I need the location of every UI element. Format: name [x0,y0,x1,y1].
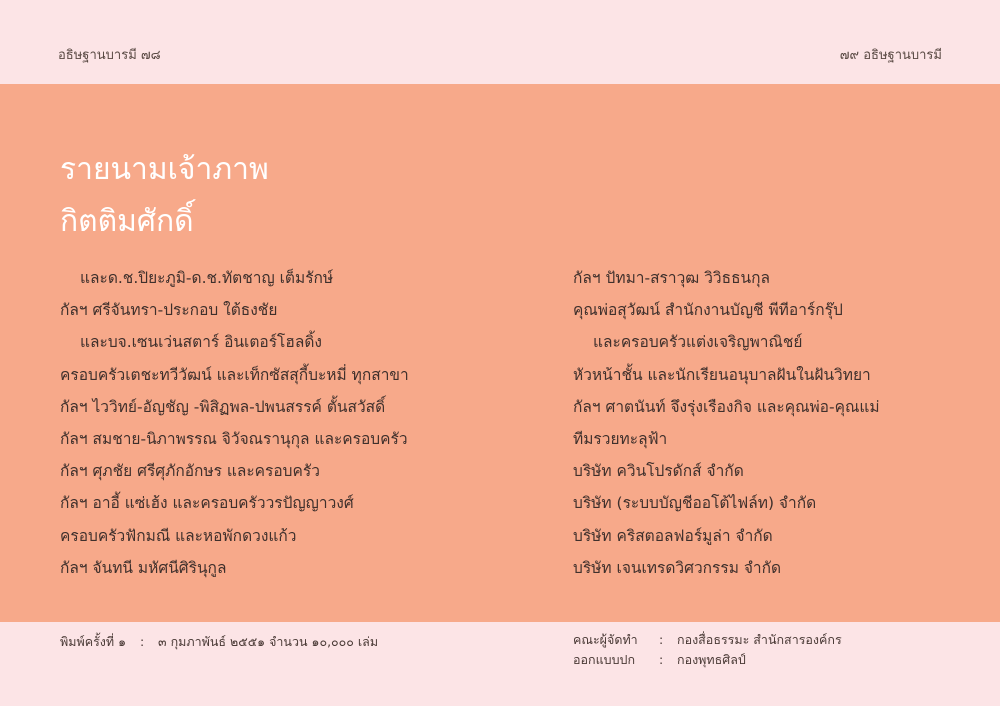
list-item: บริษัท คริสตอลฟอร์มูล่า จำกัด [573,526,773,545]
header-left: อธิษฐานบารมี ๗๘ [58,48,161,63]
list-item: และด.ช.ปิยะภูมิ-ด.ช.ทัตชาญ เต็มรักษ์ [80,269,334,287]
list-item: กัลฯ ศุภชัย ศรีศุภักอักษร และครอบครัว [60,462,320,481]
credits [573,630,842,670]
header-right: ๗๙ อธิษฐานบารมี [839,48,942,63]
list-item: ครอบครัวฟักมณี และหอพักดวงแก้ว [60,526,297,545]
sponsor-list-left [60,262,500,584]
credit-value: กองสื่อธรรมะ สำนักสารองค์กร [677,632,842,647]
list-item: กัลฯ ปัทมา-สราวุฒ วิวิธธนกุล [573,269,771,287]
credit-label: คณะผู้จัดทำ [573,632,638,647]
list-item: บริษัท (ระบบบัญชีออโต้ไฟล์ท) จำกัด [573,494,817,513]
print-separator: : [139,634,145,649]
credit-value: กองพุทธศิลป์ [677,652,746,667]
list-item: กัลฯ ศรีจันทรา-ประกอบ ใต้ธงชัย [60,301,278,320]
sponsor-list-right [573,262,973,584]
credit-label: ออกแบบปก [573,652,636,667]
top-bar [0,0,1000,84]
list-item: คุณพ่อสุวัฒน์ สำนักงานบัญชี พีทีอาร์กรุ๊ป [573,301,843,320]
list-item: บริษัท ควินโปรดักส์ จำกัด [573,462,744,481]
page-title: รายนามเจ้าภาพ [60,152,269,187]
print-label: พิมพ์ครั้งที่ ๑ [60,634,127,649]
list-item: กัลฯ อาอี้ แซ่เฮ้ง และครอบครัววรปัญญาวงศ์ [60,494,354,513]
list-item: หัวหน้าชั้น และนักเรียนอนุบาลฝันในฝันวิทยา [573,365,871,384]
page-subtitle: กิตติมศักดิ์ [60,204,194,239]
list-item: ทีมรวยทะลุฟ้า [573,429,668,448]
list-item: กัลฯ ศาตนันท์ จึงรุ่งเรืองกิจ และคุณพ่อ-คุณแม่ [573,397,880,416]
list-item: และบจ.เซนเว่นสตาร์ อินเตอร์โฮลดิ้ง [80,333,322,352]
list-item: กัลฯ จันทนี มหัศนีศิรินุกูล [60,558,227,577]
credit-row [573,650,842,670]
list-item: บริษัท เจนเทรดวิศวกรรม จำกัด [573,558,782,577]
list-item: กัลฯ สมชาย-นิภาพรรณ จิวัจณรานุกุล และครอบครัว [60,429,408,448]
list-item: และครอบครัวแต่งเจริญพาณิชย์ [593,333,803,352]
list-item: กัลฯ ไววิทย์-อัญชัญ -พิสิฏพล-ปพนสรรค์ ตั้นสวัสดิ์ [60,397,386,416]
credit-separator: : [659,632,664,647]
credit-separator: : [659,652,664,667]
print-detail: ๓ กุมภาพันธ์ ๒๕๕๑ จำนวน ๑๐,๐๐๐ เล่ม [158,634,379,649]
print-info [60,632,378,652]
credit-row [573,630,842,650]
list-item: ครอบครัวเตชะทวีวัฒน์ และเท็กซัสสุกี้บะหมี่ ทุกสาขา [60,365,409,384]
